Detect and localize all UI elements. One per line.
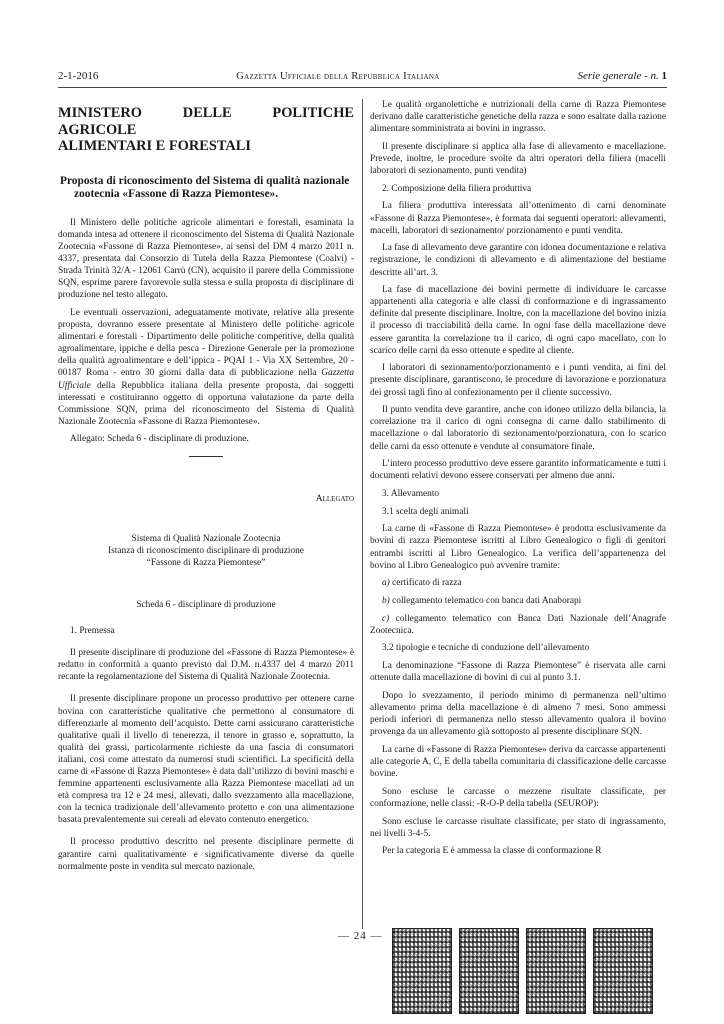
proposal-title-line2: zootecnia «Fassone di Razza Piemontese». [74,188,279,201]
system-title-line2: Istanza di riconoscimento disciplinare di produzione [108,545,304,556]
list-text-b: collegamento telematico con banca dati Anaborapi [389,596,582,606]
heading-scelta-animali: 3.1 scelta degli animali [382,506,469,517]
paragraph-ministry: Il Ministero delle politiche agricole alimentari e forestali, esaminata la domanda intesa ad ottenere il riconoscimento del Sistema di Qualità Nazionale Zootecnia «Fassone di Razza Piemontese», ai sensi del DM 4 marzo 2011 n. 4337, presentata dal Consorzio di Tutela della Razza Piemontese (Coalvi) - Strada Trinità 32/A - 12061 Carrù (CN), acquisito il parere della Commissione SQN, esprime parere favorevole sulla stessa e sulla proposta di disciplinare di produzione nel testo allegato. [58,217,354,301]
header-rule [58,87,667,88]
paragraph-premessa-2: Il presente disciplinare propone un processo produttivo per ottenere carne bovina con caratteristiche qualitative che permettono al consumatore di differenziarle al momento dell’acquisto. Dette carni assicurano caratteristiche qualitative quali il livello di tenerezza, il tenore in grasso e, soprattutto, la qualità dei grassi, particolarmente richieste da una fascia di consumatori italiani, così come attestato da numerosi studi scientifici. La specificità della carne di «Fassone di Razza Piemontese» è data dall’utilizzo di bovini maschi e femmine appartenenti esclusivamente alla Razza Piemontese macellati ad un età compresa tra 12 e 24 mesi, allevati, dallo svezzamento alla macellazione, con la tecnica tradizionale dell’allevamento protetto e con una alimentazione basata prevalentemente sui cereali ad elevato contenuto energetico. [58,694,354,826]
paragraph-categoria-e: Per la categoria E è ammessa la classe di conformazione R [382,846,602,857]
paragraph-observations-part2: della Repubblica italiana della presente proposta, dai soggetti interessati e costituiranno oggetto di opportuna valutazione da parte della Commissione SQN, prima del riconoscimento del Sistema di Qualità Nazionale Zootecnia «Fassone di Razza Piemontese». [58,380,354,427]
system-title-line3: “Fassone di Razza Piemontese” [146,557,266,568]
paragraph-allevamento-phase: La fase di allevamento deve garantire con idonea documentazione e relativa registrazione, le condizioni di allevamento e di alimentazione del bestiame descritte all’art. 3. [370,243,666,278]
section-separator [189,456,223,457]
left-column [58,99,354,878]
paragraph-scope: Il presente disciplinare si applica alla fase di allevamento e macellazione. Prevede, inoltre, le procedure svolte da altri operatori della filiera (macelli laboratori di sezionamento, punti vendita) [370,141,666,177]
list-marker-a: a) [382,578,390,589]
page-header [58,70,667,84]
list-item-a [370,577,666,589]
paragraph-ingrassamento: Sono escluse le carcasse risultate classificate, per stato di ingrassamento, nei livelli 3-4-5. [370,816,666,839]
column-divider [362,99,363,929]
right-column [370,99,666,863]
list-item-b [370,595,666,607]
ministry-heading [58,105,354,155]
paragraph-punto-vendita: Il punto vendita deve garantire, anche con idoneo utilizzo della bilancia, la correlazione tra il carico di ogni consegna di carne dallo stabilimento di macellazione o dal laboratorio di sezionamento/porzionatura, con lo scarico delle carni da esso ottenute e vendute al consumatore finale. [370,405,666,452]
page-number: — 24 — [338,930,383,942]
datamatrix-code-4 [593,928,653,1014]
list-item-c [370,613,666,637]
paragraph-observations-part1: Le eventuali osservazioni, adeguatamente motivate, relative alla presente proposta, dovranno essere presentate al Ministero delle politiche agricole alimentari e forestali - Dipartimento delle politiche competitive, della qualità agroalimentare, ippiche e della pesca - Direzione Generale per la promozione della qualità agroalimentare e dell’ippica - PQAI 1 - Via XX Settembre, 20 - 00187 Roma - entro 30 giorni dalla data di pubblicazione nella [58,307,354,379]
paragraph-svezzamento: Dopo lo svezzamento, il periodo minimo di permanenza nell’ultimo allevamento prima della macellazione è di almeno 7 mesi. Sono ammessi periodi inferiori di permanenza nello stesso allevamento qualora il bovino provenga da un allevamento già sottoposto al presente disciplinare SQN. [370,690,666,738]
gazette-title: Gazzetta Ufficiale della Repubblica Italiana [236,71,440,82]
datamatrix-codes [392,928,653,1014]
list-text-c: collegamento telematico con Banca Dati Nazionale dell’Anagrafe Zootecnica. [370,613,666,636]
gazzetta-ufficiale-ref: Gazzetta Ufficiale [58,368,354,391]
paragraph-premessa-3: Il processo produttivo descritto nel presente disciplinare permette di garantire carni qualitativamente e significativamente diverse da quelle normalmente poste in vendita sul mercato nazionale. [58,837,354,872]
scheda-title: Scheda 6 - disciplinare di produzione [136,599,276,610]
paragraph-laboratori: I laboratori di sezionamento/porzionamento e i punti vendita, ai fini del presente disciplinare, garantiscono, le procedure di lavorazione e porzionatura dei grossi tagli fino al confezionamento per il cliente successivo. [370,363,666,398]
proposal-title [58,175,354,202]
paragraph-filiera-operators: La filiera produttiva interessata all’ottenimento di carni denominate «Fassone di Razza Piemontese», è formata dai seguenti operatori: allevamenti, macelli, laboratori di sezionamento/ porzionamento e punti vendita. [370,201,666,236]
series-name: Serie generale [577,70,642,82]
heading-filiera: 2. Composizione della filiera produttiva [382,183,532,194]
paragraph-observations [58,307,354,428]
paragraph-razza: La carne di «Fassone di Razza Piemontese» è prodotta esclusivamente da bovini di razza Piemontese iscritti al Libro Genealogico o figli di genitori entrambi iscritti al Libro Genealogico. La verifica dell’appartenenza del bovino al Libro Genealogico può avvenire tramite: [370,524,666,571]
paragraph-records: L’intero processo produttivo deve essere garantito informaticamente e tutti i documenti relativi devono essere conservati per almeno due anni. [370,459,666,482]
paragraph-denominazione: La denominazione “Fassone di Razza Piemontese” è riservata alle carni ottenute dalla macellazione di bovini di cui al punto 3.1. [370,661,666,684]
heading-premessa: 1. Premessa [70,626,115,637]
paragraph-categorie: La carne di «Fassone di Razza Piemontese» deriva da carcasse appartenenti alle categorie A, C, E della tabella comunitaria di classificazione delle carcasse bovine. [370,744,666,780]
ministry-heading-line2: ALIMENTARI E FORESTALI [58,138,251,154]
issue-date: 2-1-2016 [58,70,99,82]
list-marker-c: c) [382,613,390,624]
heading-tipologie: 3.2 tipologie e tecniche di conduzione dell’allevamento [382,643,590,654]
ministry-heading-line1: MINISTERO DELLE POLITICHE AGRICOLE [58,105,354,138]
allegato-label: Allegato [315,493,354,504]
list-text-a: certificato di razza [389,578,462,589]
system-title-line1: Sistema di Qualità Nazionale Zootecnia [131,533,281,544]
issue-number: 1 [661,70,667,82]
datamatrix-code-1 [392,928,452,1014]
heading-allevamento: 3. Allevamento [382,488,440,499]
paragraph-qualities: Le qualità organolettiche e nutrizionali della carne di Razza Piemontese derivano dalle caratteristiche genetiche della razza e sono esaltate dalla razione alimentare somministrata ai bovini in ingrasso. [370,100,666,135]
series-info [577,70,667,82]
datamatrix-code-3 [526,928,586,1014]
series-separator: - n. [641,70,662,82]
datamatrix-code-2 [459,928,519,1014]
paragraph-premessa-1: Il presente disciplinare di produzione del «Fassone di Razza Piemontese» è redatto in conformità a quanto previsto dal D.M. n.4337 del 4 marzo 2011 recante la regolamentazione del Sistema di Qualità Nazionale Zootecnia. [58,648,354,683]
system-title-block [58,533,354,569]
list-marker-b: b) [382,596,390,606]
paragraph-attachment: Allegato: Scheda 6 - disciplinare di produzione. [70,434,249,445]
paragraph-conformazione: Sono escluse le carcasse o mezzene risultate classificate, per conformazione, nelle classi: -R-O-P della tabella (SEUROP): [370,786,666,809]
proposal-title-line1: Proposta di riconoscimento del Sistema di qualità nazionale [60,174,350,187]
paragraph-macellazione-phase: La fase di macellazione dei bovini permette di individuare le carcasse appartenenti alla categoria e alle classi di conformazione e di ingrassamento definite dal presente disciplinare. Inoltre, con la macellazione del bovino inizia il processo di tracciabilità della carne. In ogni fase della macellazione deve essere garantita la correlazione tra il carico, di ogni capo macellato, con lo scarico delle carni da esso ottenute e spedite al cliente. [370,285,666,356]
